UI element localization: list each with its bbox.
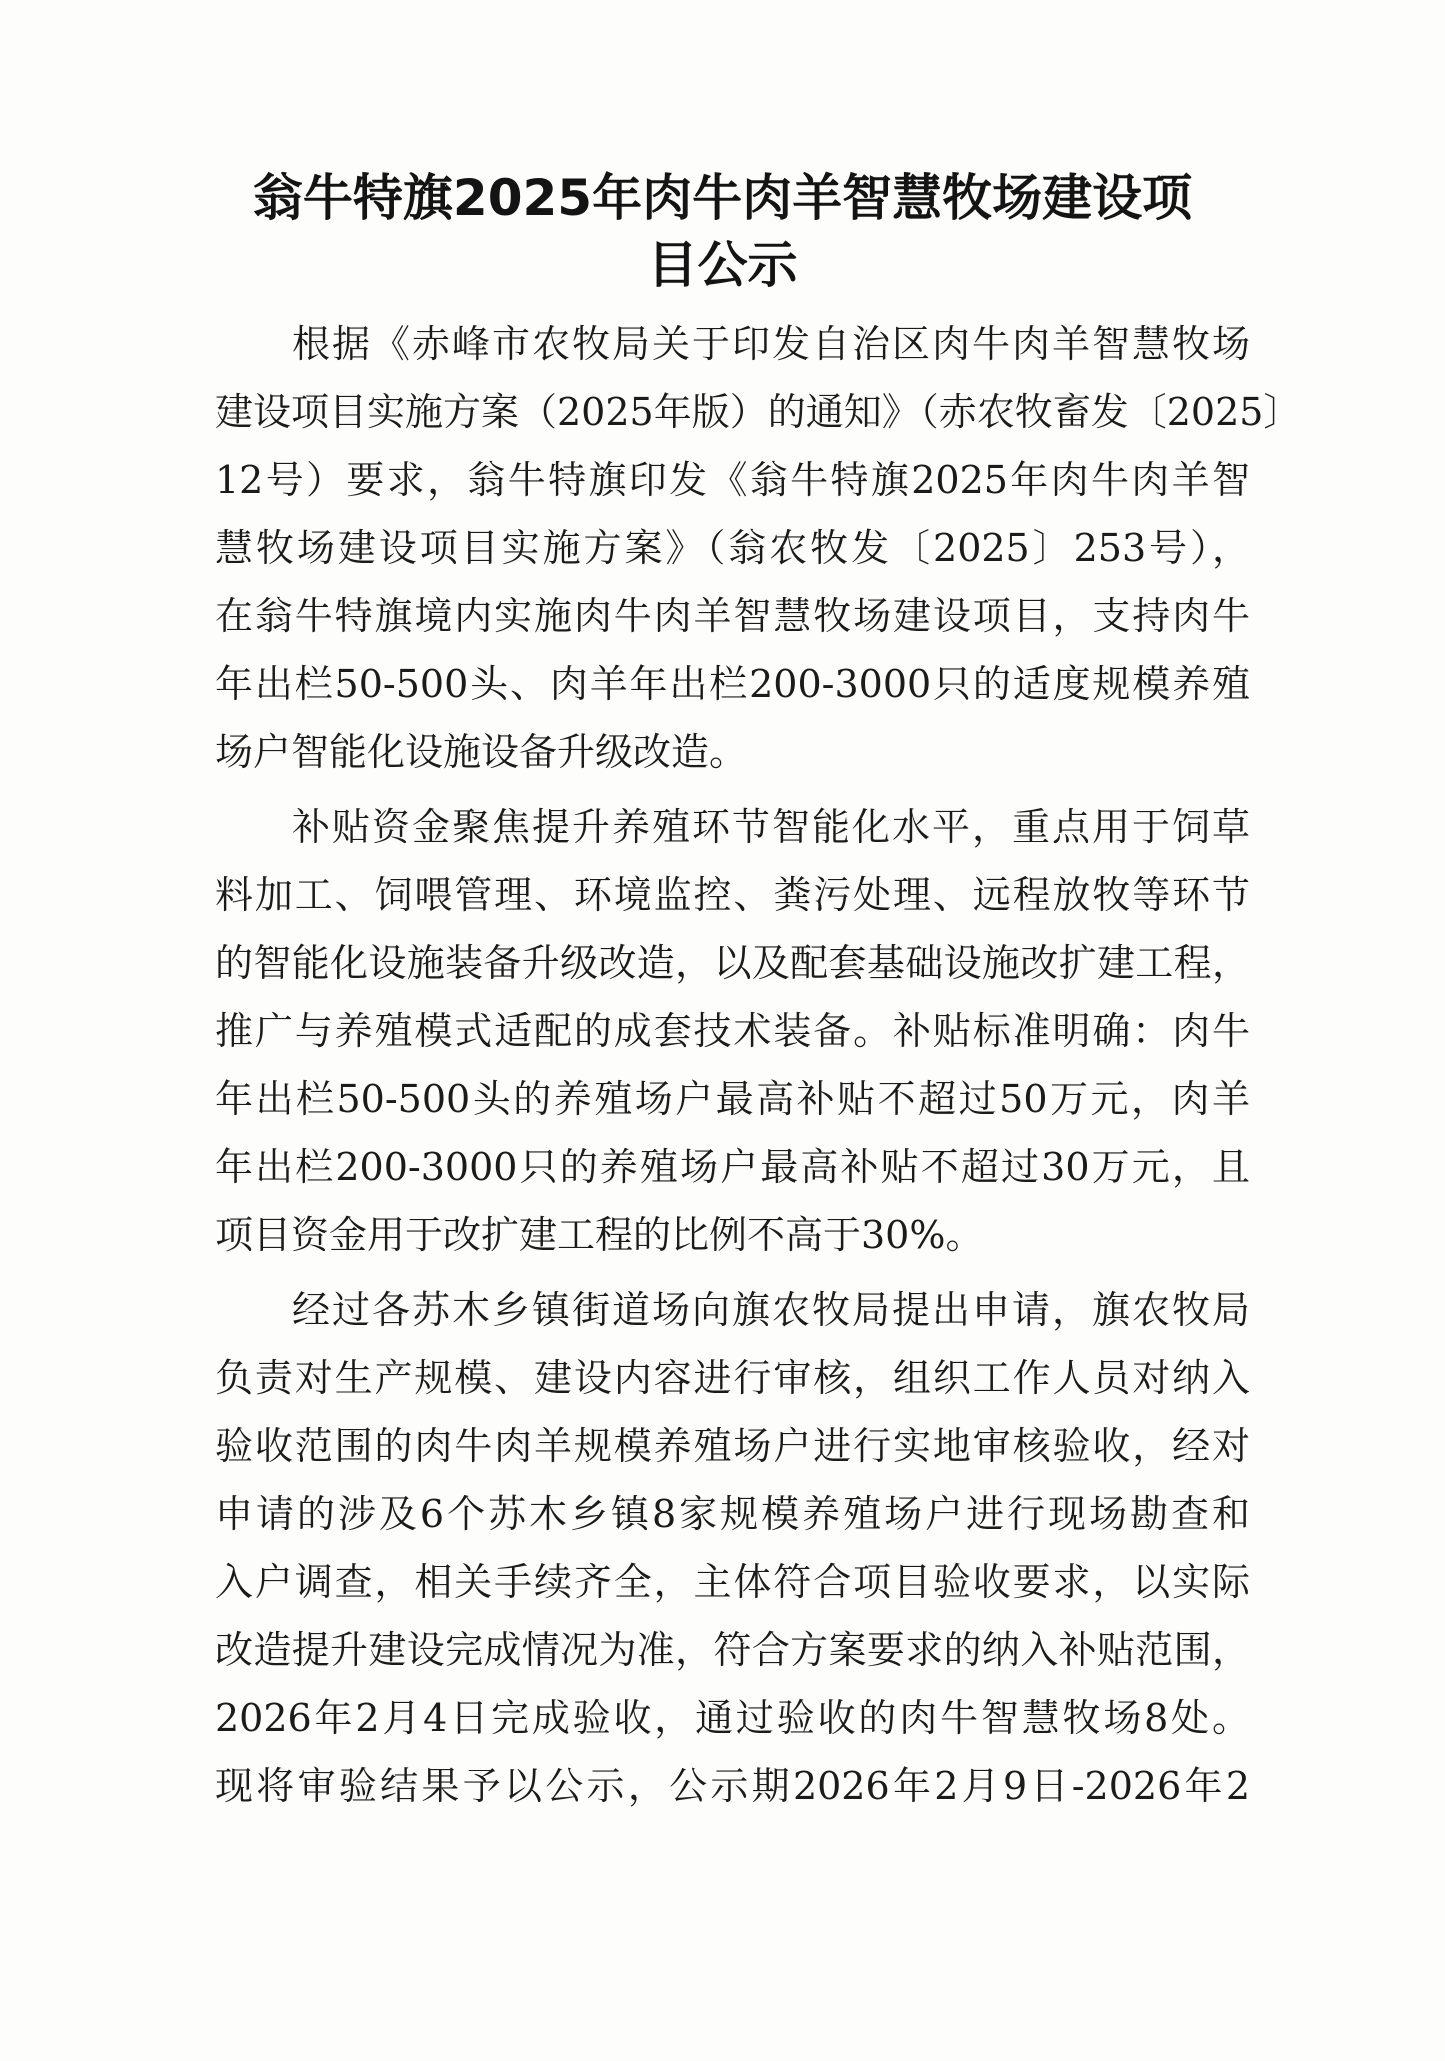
paragraph-1-line: 建设项目实施方案（2025年版）的通知》（赤农牧畜发〔2025〕 xyxy=(215,390,1302,434)
paragraph-1-line: 年出栏50-500头、肉羊年出栏200-3000只的适度规模养殖 xyxy=(215,662,1250,706)
paragraph-2-line: 的智能化设施装备升级改造，以及配套基础设施改扩建工程， xyxy=(215,941,1250,985)
paragraph-3-line: 验收范围的肉牛肉羊规模养殖场户进行实地审核验收，经对 xyxy=(215,1424,1250,1468)
paragraph-3-line: 入户调查，相关手续齐全，主体符合项目验收要求，以实际 xyxy=(215,1560,1250,1604)
paragraph-3-line: 申请的涉及6个苏木乡镇8家规模养殖场户进行现场勘查和 xyxy=(215,1492,1250,1536)
document-title-line-1: 翁牛特旗2025年肉牛肉羊智慧牧场建设项 xyxy=(252,169,1193,227)
paragraph-2-line: 年出栏50-500头的养殖场户最高补贴不超过50万元，肉羊 xyxy=(215,1077,1250,1121)
paragraph-3-line: 现将审验结果予以公示，公示期2026年2月9日-2026年2 xyxy=(215,1764,1250,1808)
paragraph-2-line: 推广与养殖模式适配的成套技术装备。补贴标准明确：肉牛 xyxy=(215,1009,1250,1053)
paragraph-2-line: 补贴资金聚焦提升养殖环节智能化水平，重点用于饲草 xyxy=(292,805,1250,849)
paragraph-3-line: 经过各苏木乡镇街道场向旗农牧局提出申请，旗农牧局 xyxy=(292,1288,1250,1332)
paragraph-2-line: 项目资金用于改扩建工程的比例不高于30%。 xyxy=(215,1213,984,1257)
paragraph-3-line: 改造提升建设完成情况为准，符合方案要求的纳入补贴范围， xyxy=(215,1628,1250,1672)
paragraph-1-line: 根据《赤峰市农牧局关于印发自治区肉牛肉羊智慧牧场 xyxy=(292,322,1250,366)
paragraph-3-line: 负责对生产规模、建设内容进行审核，组织工作人员对纳入 xyxy=(215,1356,1250,1400)
paragraph-1-line: 在翁牛特旗境内实施肉牛肉羊智慧牧场建设项目，支持肉牛 xyxy=(215,594,1250,638)
paragraph-1-line: 12号）要求，翁牛特旗印发《翁牛特旗2025年肉牛肉羊智 xyxy=(215,458,1250,502)
paragraph-3-line: 2026年2月4日完成验收，通过验收的肉牛智慧牧场8处。 xyxy=(215,1696,1250,1740)
paragraph-1-line: 场户智能化设施设备升级改造。 xyxy=(215,730,748,774)
document-title-line-2: 目公示 xyxy=(647,236,798,294)
paragraph-2-line: 年出栏200-3000只的养殖场户最高补贴不超过30万元，且 xyxy=(215,1145,1250,1189)
paragraph-1-line: 慧牧场建设项目实施方案》（翁农牧发〔2025〕253号）， xyxy=(215,526,1250,570)
paragraph-2-line: 料加工、饲喂管理、环境监控、粪污处理、远程放牧等环节 xyxy=(215,873,1250,917)
